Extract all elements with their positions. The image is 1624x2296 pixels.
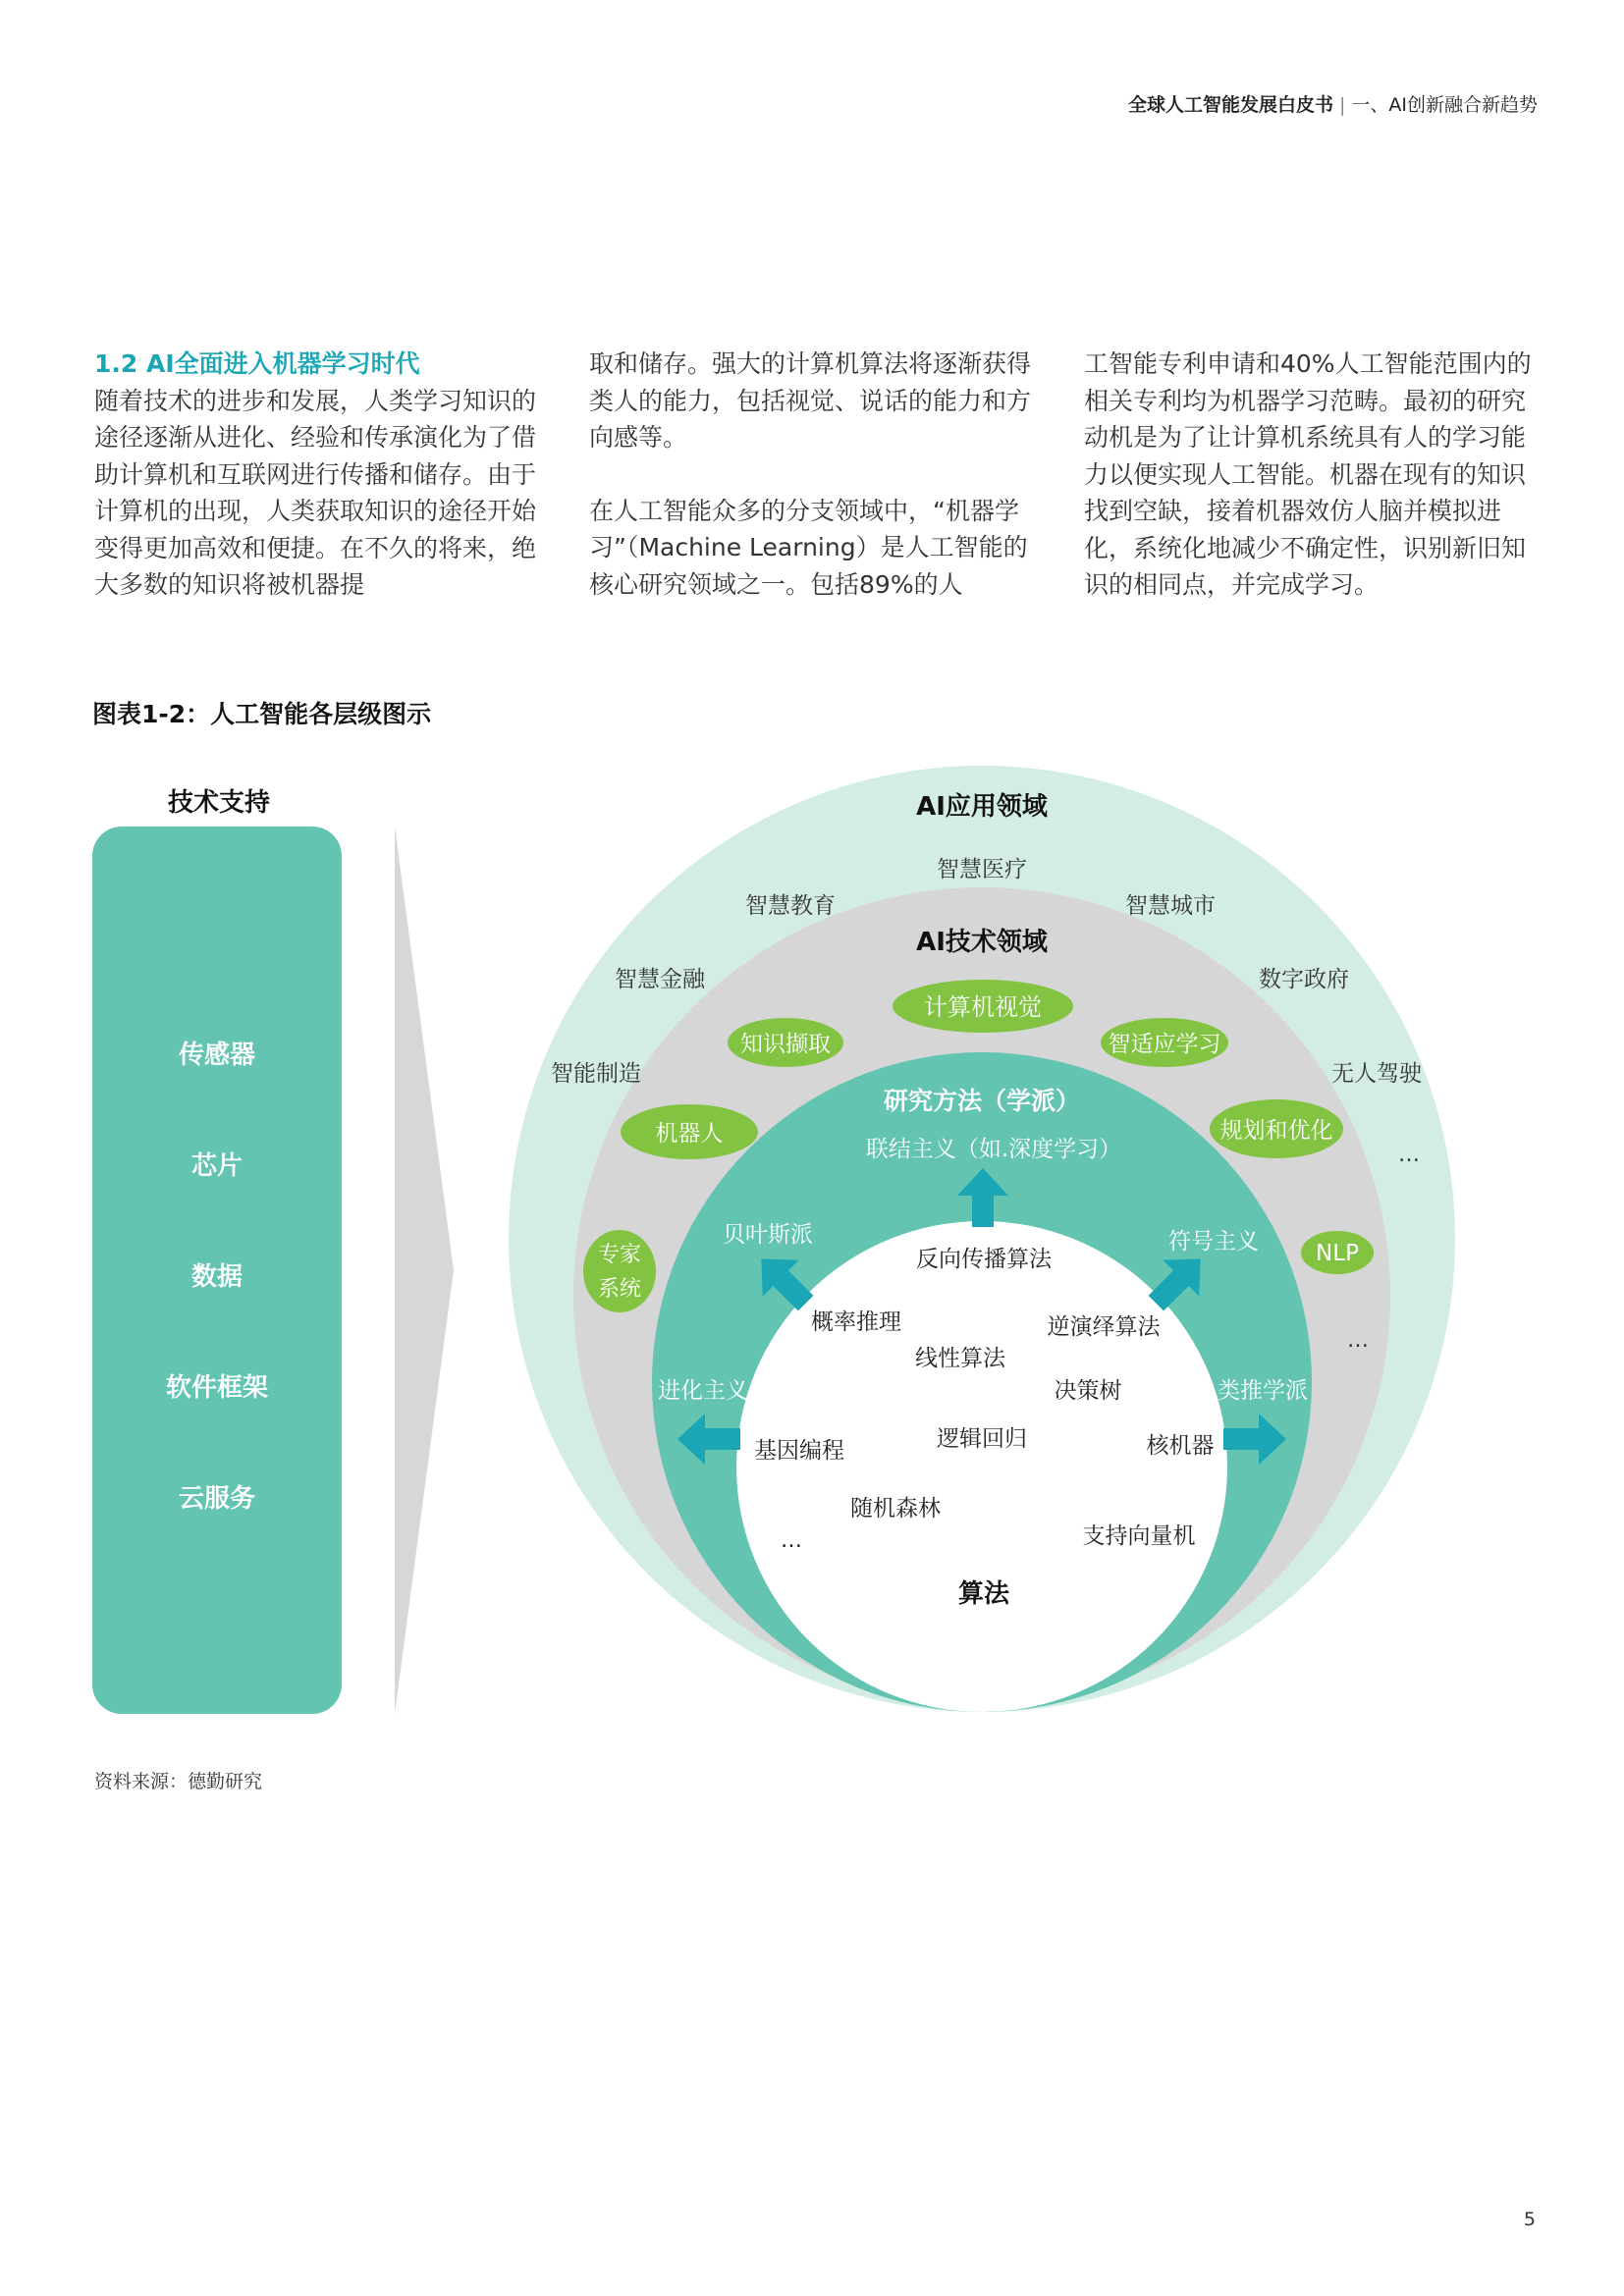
algorithms-ellipsis: … (781, 1528, 802, 1553)
tech-item-cloud-service: 云服务 (178, 1484, 255, 1514)
pill-knowledge-extraction (728, 1018, 843, 1067)
method-evolutionism: 进化主义 (658, 1378, 748, 1404)
pill-nlp (1301, 1231, 1374, 1274)
method-symbolism: 符号主义 (1168, 1229, 1259, 1255)
svg-text:专家: 专家 (597, 1243, 642, 1267)
svg-text:系统: 系统 (597, 1277, 642, 1302)
app-autonomous-driving: 无人驾驶 (1331, 1061, 1422, 1087)
section-title: 1.2 AI全面进入机器学习时代 (94, 349, 420, 378)
application-ellipsis: … (1398, 1143, 1420, 1167)
pill-computer-vision (893, 980, 1073, 1033)
algo-logistic-regression: 逻辑回归 (937, 1426, 1027, 1452)
algo-decision-tree: 决策树 (1054, 1378, 1122, 1404)
pill-adaptive-learning (1101, 1018, 1228, 1067)
tech-item-chip: 芯片 (190, 1151, 243, 1181)
svg-text:知识撷取: 知识撷取 (740, 1032, 831, 1057)
column-2-paragraph-b: 在人工智能众多的分支领域中，“机器学习”（Machine Learning）是人工智能的核心研究领域之一。包括89%的人 (589, 496, 1028, 599)
algorithms-title: 算法 (957, 1579, 1010, 1609)
pill-expert-system (583, 1230, 656, 1312)
algo-genetic-programming: 基因编程 (754, 1438, 844, 1464)
tech-item-software-framework: 软件框架 (165, 1373, 268, 1403)
app-digital-government: 数字政府 (1259, 967, 1349, 992)
method-analogizer: 类推学派 (1218, 1378, 1308, 1404)
column-1-paragraph: 随着技术的进步和发展，人类学习知识的途径逐渐从进化、经验和传承演化为了借助计算机和互联网进行传播和储存。由于计算机的出现，人类获取知识的途径开始变得更加高效和便捷。在不久的将来，绝大多数的知识将被机器提 (94, 386, 537, 599)
chevron-arrow (395, 827, 454, 1714)
application-title: AI应用领域 (916, 792, 1048, 822)
app-smart-city: 智慧城市 (1125, 893, 1216, 919)
app-smart-finance: 智慧金融 (615, 967, 705, 992)
tech-item-data: 数据 (190, 1262, 243, 1292)
svg-text:NLP: NLP (1316, 1241, 1359, 1266)
figure-title: 图表1-2：人工智能各层级图示 (92, 700, 432, 728)
page-number: 5 (1523, 2209, 1536, 2230)
algo-linear: 线性算法 (915, 1346, 1005, 1371)
pill-planning-optimization (1210, 1099, 1343, 1158)
app-smart-healthcare: 智慧医疗 (937, 857, 1027, 882)
column-2-paragraph-a: 取和储存。强大的计算机算法将逐渐获得类人的能力，包括视觉、说话的能力和方向感等。 (589, 349, 1032, 452)
method-bayesian: 贝叶斯派 (723, 1222, 813, 1248)
svg-text:机器人: 机器人 (655, 1121, 724, 1147)
svg-text:计算机视觉: 计算机视觉 (924, 993, 1042, 1021)
algo-svm: 支持向量机 (1082, 1523, 1196, 1549)
pill-robot (621, 1104, 758, 1159)
technology-title: AI技术领域 (916, 928, 1048, 957)
algo-inverse-deduction: 逆演绎算法 (1047, 1314, 1161, 1340)
algo-backpropagation: 反向传播算法 (916, 1247, 1052, 1272)
methods-title: 研究方法（学派） (883, 1087, 1081, 1115)
header-separator: | (1338, 94, 1346, 116)
method-connectionism: 联结主义（如.深度学习） (865, 1137, 1122, 1162)
technology-ellipsis: … (1347, 1328, 1369, 1353)
algo-kernel-machine: 核机器 (1146, 1433, 1215, 1459)
svg-text:规划和优化: 规划和优化 (1219, 1118, 1333, 1144)
column-3-paragraph: 工智能专利申请和40%人工智能范围内的相关专利均为机器学习范畴。最初的研究动机是为了让计算机系统具有人的学习能力以便实现人工智能。机器在现有的知识找到空缺，接着机器效仿人脑并模拟进化，系统化地减少不确定性，识别新旧知识的相同点，并完成学习。 (1084, 349, 1532, 599)
algo-probabilistic-inference: 概率推理 (811, 1309, 901, 1335)
source-note: 资料来源：德勤研究 (94, 1771, 263, 1792)
svg-text:智适应学习: 智适应学习 (1108, 1032, 1221, 1057)
app-smart-education: 智慧教育 (745, 893, 836, 919)
app-smart-manufacturing: 智能制造 (551, 1061, 641, 1087)
tech-support-title: 技术支持 (167, 788, 270, 818)
header-doc-title: 全球人工智能发展白皮书 (1127, 94, 1333, 116)
tech-item-sensor: 传感器 (178, 1041, 255, 1070)
algo-random-forest: 随机森林 (850, 1496, 941, 1522)
header-chapter: 一、AI创新融合新趋势 (1351, 94, 1538, 116)
